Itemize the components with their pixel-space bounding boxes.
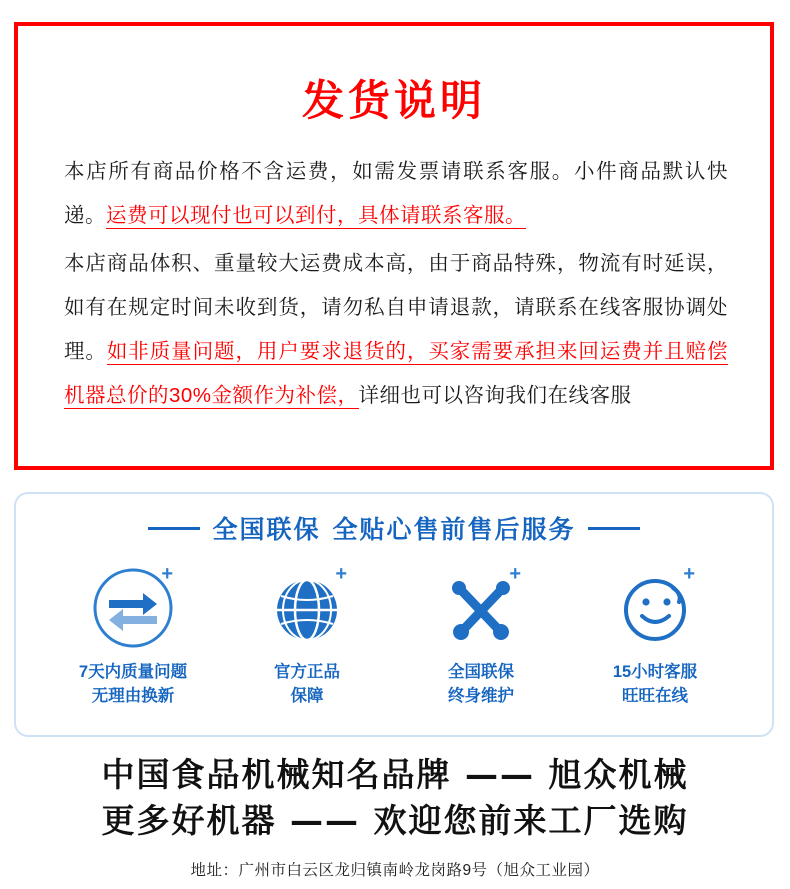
notice-paragraph-1 bbox=[64, 150, 728, 238]
service-item-label-2: 旺旺在线 bbox=[622, 687, 688, 705]
service-heading-left: 全国联保 bbox=[212, 516, 321, 544]
service-item-label-1: 15小时客服 bbox=[612, 663, 698, 681]
service-item-label-1: 官方正品 bbox=[274, 663, 340, 681]
smiley-face-icon bbox=[613, 563, 697, 650]
service-item bbox=[58, 563, 208, 708]
service-item bbox=[232, 563, 382, 708]
service-item-label-1: 全国联保 bbox=[448, 663, 514, 681]
service-item-label-2: 保障 bbox=[290, 687, 324, 705]
plus-badge: + bbox=[335, 563, 347, 585]
globe-icon bbox=[265, 563, 349, 650]
plus-badge: + bbox=[683, 563, 695, 585]
exchange-arrows-icon bbox=[91, 563, 175, 650]
notice-p1-text: 本店所有商品价格不含运费，如需发票请联系客服。小件商品默认快递。 bbox=[64, 160, 728, 227]
service-item-label-2: 终身维护 bbox=[448, 687, 514, 705]
service-heading-right: 全贴心售前售后服务 bbox=[332, 516, 576, 544]
shipping-notice-box bbox=[14, 22, 774, 470]
notice-p1-highlight: 运费可以现付也可以到付，具体请联系客服。 bbox=[106, 204, 526, 227]
service-item-label-2: 无理由换新 bbox=[91, 687, 175, 705]
service-item bbox=[406, 563, 556, 708]
service-item-list bbox=[16, 563, 772, 708]
service-guarantee-box bbox=[14, 492, 774, 737]
wrench-screwdriver-icon bbox=[439, 563, 523, 650]
service-heading bbox=[16, 510, 772, 546]
service-item-label-1: 7天内质量问题 bbox=[78, 663, 188, 681]
brand-line-1: 中国食品机械知名品牌 —— 旭众机械 bbox=[101, 755, 689, 794]
heading-rule-right bbox=[588, 527, 640, 530]
brand-line-2: 更多好机器 —— 欢迎您前来工厂选购 bbox=[101, 801, 689, 840]
brand-footer bbox=[0, 752, 790, 880]
company-address: 地址：广州市白云区龙归镇南岭龙岗路9号（旭众工业园） bbox=[190, 862, 600, 879]
notice-p2-tail: 详细也可以咨询我们在线客服 bbox=[358, 384, 632, 407]
notice-p2-highlight: 如非质量问题，用户要求退货的，买家需要承担来回运费并且赔偿机器总价的30%金额作为补偿， bbox=[64, 340, 729, 407]
plus-badge: + bbox=[509, 563, 521, 585]
plus-badge: + bbox=[161, 563, 173, 585]
notice-paragraph-2 bbox=[64, 242, 728, 418]
notice-p2-text: 本店商品体积、重量较大运费成本高，由于商品特殊，物流有时延误，如有在规定时间未收到货，请勿私自申请退款，请联系在线客服协调处理。 bbox=[64, 252, 728, 363]
heading-rule-left bbox=[148, 527, 200, 530]
page-title: 发货说明 bbox=[301, 76, 486, 125]
notice-body bbox=[18, 150, 770, 418]
service-item bbox=[580, 563, 730, 708]
